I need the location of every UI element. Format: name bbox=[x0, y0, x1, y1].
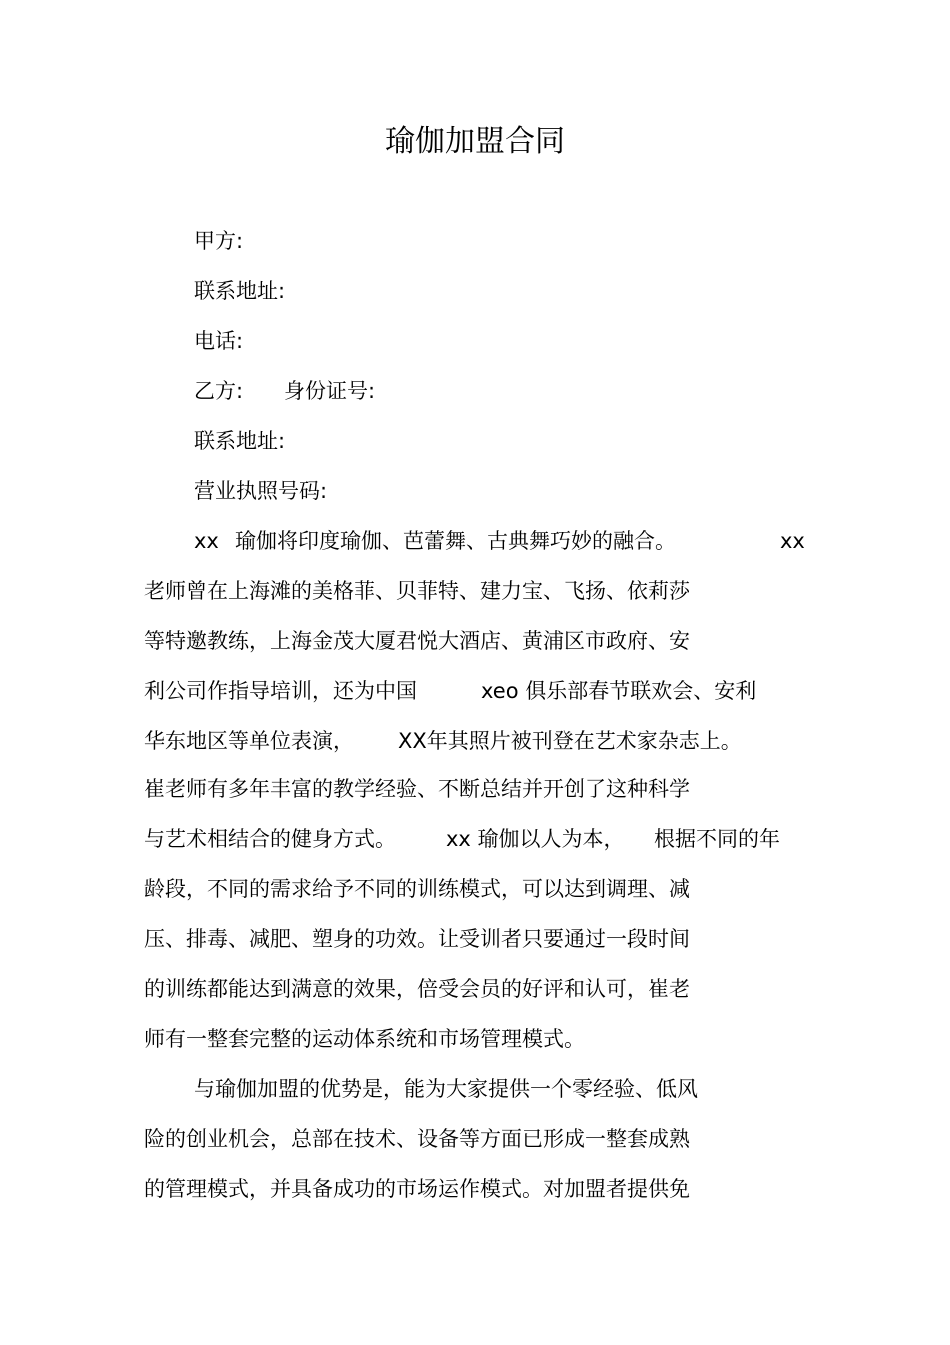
para1-line1-suffix: xx bbox=[780, 529, 805, 553]
para1-line4-b: xeo 俱乐部春节联欢会、安利 bbox=[481, 679, 757, 703]
id-number-label: 身份证号: bbox=[284, 379, 376, 403]
para1-line5-a: 华东地区等单位表演， bbox=[144, 729, 354, 753]
para1-line1-text: 瑜伽将印度瑜伽、芭蕾舞、古典舞巧妙的融合。 bbox=[235, 529, 676, 553]
para1-line7-b: xx 瑜伽以人为本， bbox=[446, 827, 625, 851]
address-b-label: 联系地址: bbox=[194, 429, 286, 453]
para1-line2: 老师曾在上海滩的美格菲、贝菲特、建力宝、飞扬、依莉莎 bbox=[144, 579, 690, 603]
party-a-label: 甲方: bbox=[194, 229, 244, 253]
document-title: 瑜伽加盟合同 bbox=[385, 124, 565, 159]
para1-line9: 压、排毒、减肥、塑身的功效。让受训者只要通过一段时间 bbox=[144, 927, 690, 951]
phone-label: 电话: bbox=[194, 329, 244, 353]
para1-line5-b: XX年其照片被刊登在艺术家杂志上。 bbox=[398, 729, 742, 753]
para1-line8: 龄段，不同的需求给予不同的训练模式，可以达到调理、减 bbox=[144, 877, 690, 901]
para2-line2: 险的创业机会，总部在技术、设备等方面已形成一整套成熟 bbox=[144, 1127, 690, 1151]
address-a-label: 联系地址: bbox=[194, 279, 286, 303]
para1-line11: 师有一整套完整的运动体系统和市场管理模式。 bbox=[144, 1027, 585, 1051]
para1-line1-prefix: xx bbox=[194, 529, 219, 553]
para1-line7-a: 与艺术相结合的健身方式。 bbox=[144, 827, 396, 851]
para1-line6: 崔老师有多年丰富的教学经验、不断总结并开创了这种科学 bbox=[144, 777, 690, 801]
license-label: 营业执照号码: bbox=[194, 479, 328, 503]
party-b-label: 乙方: bbox=[194, 379, 244, 403]
para2-line3: 的管理模式，并具备成功的市场运作模式。对加盟者提供免 bbox=[144, 1177, 690, 1201]
para2-line1: 与瑜伽加盟的优势是，能为大家提供一个零经验、低风 bbox=[194, 1077, 698, 1101]
para1-line4-a: 利公司作指导培训，还为中国 bbox=[144, 679, 417, 703]
para1-line3: 等特邀教练，上海金茂大厦君悦大酒店、黄浦区市政府、安 bbox=[144, 629, 690, 653]
para1-line10: 的训练都能达到满意的效果，倍受会员的好评和认可，崔老 bbox=[144, 977, 690, 1001]
para1-line7-c: 根据不同的年 bbox=[654, 827, 780, 851]
